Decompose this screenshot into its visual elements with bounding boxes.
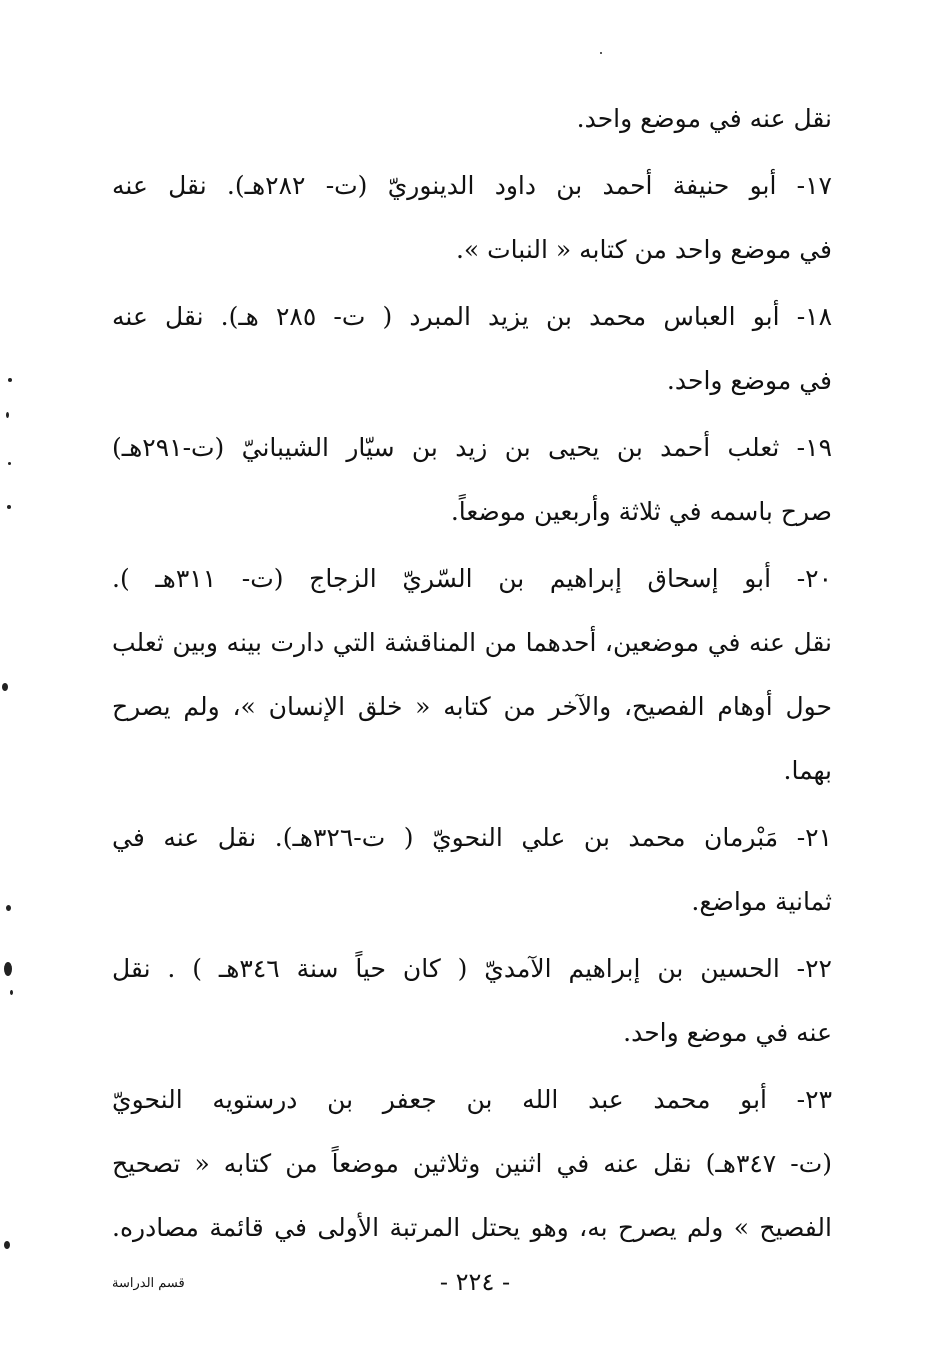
entry-20-line-3: حول أوهام الفصيح، والآخر من كتابه « خلق الإنسان »، ولم يصرح bbox=[112, 692, 832, 721]
page-number: - ٢٢٤ - bbox=[439, 1268, 511, 1296]
entry-18-line-1: ١٨- أبو العباس محمد بن يزيد المبرد ( ت- ٢٨٥ هـ). نقل عنه bbox=[112, 302, 832, 331]
entry-20-line-4: بهما. bbox=[783, 756, 832, 785]
entry-20-line-1: ٢٠- أبو إسحاق إبراهيم بن السّريّ الزجاج (ت- ٣١١هـ ). bbox=[112, 564, 832, 593]
scan-speck bbox=[600, 52, 602, 54]
scan-speck bbox=[7, 505, 11, 509]
entry-23-line-1: ٢٣- أبو محمد عبد الله بن جعفر بن درستويه النحويّ bbox=[112, 1085, 832, 1114]
entry-21-line-1: ٢١- مَبْرمان محمد بن علي النحويّ ( ت-٣٢٦هـ). نقل عنه في bbox=[112, 823, 832, 852]
scan-speck bbox=[8, 378, 12, 382]
page-body bbox=[112, 96, 832, 1269]
page-footer bbox=[0, 1268, 943, 1308]
scan-speck bbox=[6, 412, 9, 418]
scan-speck bbox=[10, 990, 13, 995]
entry-19-line-2: صرح باسمه في ثلاثة وأربعين موضعاً. bbox=[450, 497, 832, 526]
scan-speck bbox=[4, 1241, 10, 1249]
entry-22-line-1: ٢٢- الحسين بن إبراهيم الآمديّ ( كان حياً سنة ٣٤٦هـ ) . نقل bbox=[112, 954, 832, 983]
entry-17-line-2: في موضع واحد من كتابه « النبات ». bbox=[455, 235, 832, 264]
entry-18-line-2: في موضع واحد. bbox=[666, 366, 832, 395]
scan-speck bbox=[2, 683, 8, 691]
entry-23-line-3: الفصيح » ولم يصرح به، وهو يحتل المرتبة الأولى في قائمة مصادره. bbox=[112, 1213, 832, 1242]
entry-17-line-1: ١٧- أبو حنيفة أحمد بن داود الدينوريّ (ت- ٢٨٢هـ). نقل عنه bbox=[112, 171, 832, 200]
scan-speck bbox=[6, 905, 11, 911]
scan-speck bbox=[4, 962, 12, 976]
entry-23-line-2: (ت- ٣٤٧هـ) نقل عنه في اثنين وثلاثين موضعاً من كتابه « تصحيح bbox=[112, 1149, 832, 1178]
text-line: نقل عنه في موضع واحد. bbox=[576, 104, 832, 133]
entry-19-line-1: ١٩- ثعلب أحمد بن يحيى بن زيد بن سيّار الشيبانيّ (ت-٢٩١هـ) bbox=[112, 433, 832, 462]
entry-22-line-2: عنه في موضع واحد. bbox=[623, 1018, 832, 1047]
scan-speck bbox=[8, 462, 11, 465]
entry-21-line-2: ثمانية مواضع. bbox=[691, 887, 832, 916]
section-label: قسم الدراسة bbox=[112, 1276, 185, 1291]
entry-20-line-2: نقل عنه في موضعين، أحدهما من المناقشة التي دارت بينه وبين ثعلب bbox=[112, 628, 832, 657]
